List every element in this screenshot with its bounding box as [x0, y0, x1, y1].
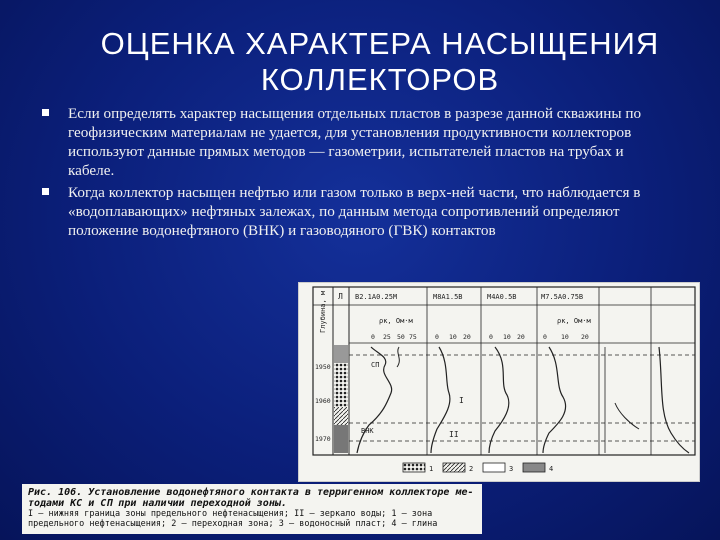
legend-item: 1 [429, 465, 434, 473]
legend-item: 3 [509, 465, 514, 473]
scale-tick: 20 [463, 333, 471, 341]
unit-right: ρк, Ом·м [557, 317, 591, 325]
bullet-item [40, 183, 670, 240]
legend-item: 2 [469, 465, 474, 473]
caption-line-1: Рис. 106. Установление водонефтяного контакта в терригенном коллекторе ме- [28, 487, 474, 498]
scale-tick: 50 [397, 333, 405, 341]
depth-header: Глубина, м [319, 290, 327, 333]
caption-line-3: I — нижняя граница зоны предельного нефтенасыщения; II — зеркало воды; 1 — зона [28, 509, 433, 519]
probe-header-3: М4А0.5В [487, 293, 517, 301]
scale-tick: 0 [435, 333, 439, 341]
sp-label: СП [371, 361, 380, 369]
unit-left: ρк, Ом·м [379, 317, 413, 325]
figure-caption [22, 484, 482, 534]
lithology-header: Л [338, 292, 343, 301]
scale-tick: 0 [371, 333, 375, 341]
scale-tick: 10 [449, 333, 457, 341]
depth-label: 1950 [315, 363, 331, 371]
logging-diagram [298, 282, 700, 482]
depth-label: 1960 [315, 397, 331, 405]
depth-label: 1970 [315, 435, 331, 443]
logging-diagram-svg [299, 283, 699, 481]
slide-title [60, 26, 700, 98]
title-line-1: ОЦЕНКА ХАРАКТЕРА НАСЫЩЕНИЯ [100, 26, 660, 61]
caption-line-2: тодами КС и СП при наличии переходной зоны. [28, 498, 287, 509]
title-line-2: КОЛЛЕКТОРОВ [260, 62, 500, 97]
bullet-item [40, 104, 670, 180]
square-bullet-icon [42, 188, 49, 195]
scale-tick: 0 [543, 333, 547, 341]
caption-line-4: предельного нефтенасыщения; 2 — переходная зона; 3 — водоносный пласт; 4 — глина [28, 519, 438, 529]
scale-tick: 10 [503, 333, 511, 341]
square-bullet-icon [42, 109, 49, 116]
contact-label-1: I [459, 396, 464, 405]
vnk-label: ВНК [361, 427, 374, 435]
probe-header-4: М7.5А0.75В [541, 293, 584, 301]
scale-tick: 20 [581, 333, 589, 341]
scale-tick: 75 [409, 333, 417, 341]
scale-tick: 25 [383, 333, 391, 341]
bullet-list [40, 104, 670, 243]
probe-header-2: М8А1.5В [433, 293, 463, 301]
scale-tick: 10 [561, 333, 569, 341]
bullet-text: Когда коллектор насыщен нефтью или газом только в верх-ней части, что наблюдается в «водоплавающих» нефтяных залежах, по данным метода сопротивлений определяют положение водонефтяного (ВНК) и газоводяного (ГВК) контактов [68, 184, 641, 239]
legend-item: 4 [549, 465, 554, 473]
scale-tick: 20 [517, 333, 525, 341]
probe-header-1: В2.1А0.25М [355, 293, 398, 301]
contact-label-2: II [449, 430, 459, 439]
bullet-text: Если определять характер насыщения отдельных пластов в разрезе данной скважины по геофизическим материалам не удается, для установления продуктивности коллекторов используют данные прямых методов — газометрии, испытателей пластов на трубах и кабеле. [68, 105, 642, 179]
scale-tick: 0 [489, 333, 493, 341]
